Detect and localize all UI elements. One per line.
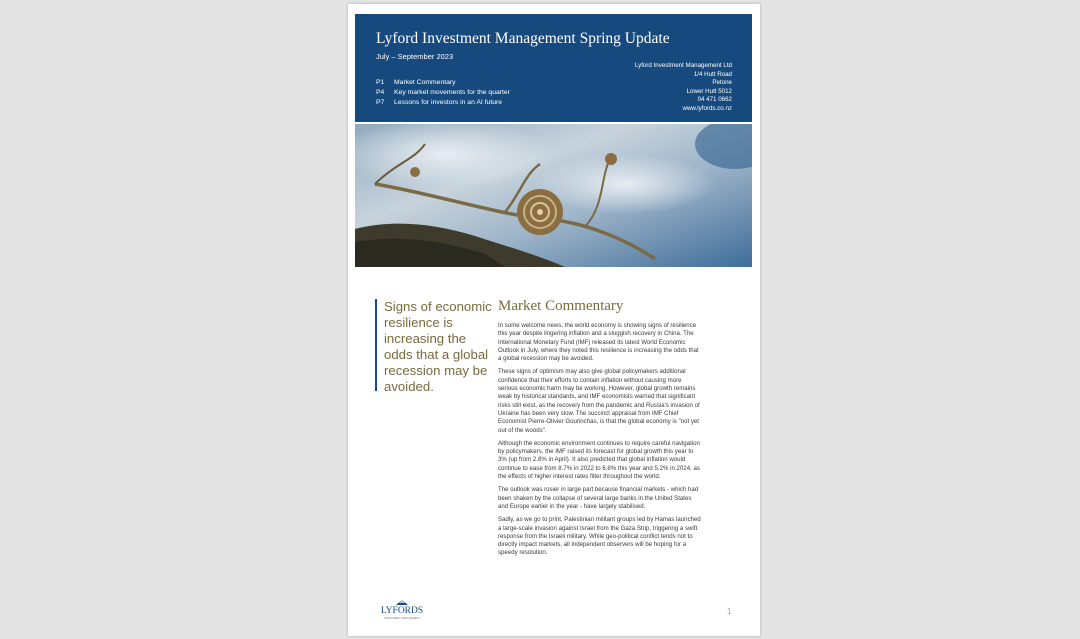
section-title: Market Commentary <box>498 298 624 314</box>
newsletter-period: July – September 2023 <box>376 52 454 61</box>
toc-page-number: P1 <box>376 79 385 86</box>
paragraph: These signs of optimism may also give global policymakers additional confidence that their efforts to contain inflation without causing more serious economic harm may be working. However, global growth remains weak by historical standards, and IMF economists warned that significant risks still exist, as the recovery from the pandemic and Russia's invasion of Ukraine has been very slow. The succinct appraisal from IMF Chief Economist Pierre-Olivier Gourinchas, is that the global economy is "not yet out of the woods". <box>498 368 700 434</box>
paragraph: In some welcome news, the world economy is showing signs of resilience this year despite lingering inflation and a sluggish recovery in China. The International Monetary Fund (IMF) released its latest World Economic Outlook in July, where they noted this resilience is increasing the odds that a global recession may be avoided. <box>498 322 699 363</box>
newsletter-title: Lyford Investment Management Spring Update <box>376 30 670 47</box>
page-number: 1 <box>727 607 732 616</box>
paragraph: Sadly, as we go to print, Palestinian militant groups led by Hamas launched a large-scale invasion against Israel from the Gaza Strip, triggering a swift response from the Israeli military. While geo-political conflict tends not to directly impact markets, all independent observers will be hoping for a speedy resolution. <box>498 516 701 557</box>
toc-label: Market Commentary <box>394 79 456 86</box>
toc-label: Lessons for investors in an AI future <box>394 99 503 106</box>
logo-tagline: INVESTMENT MANAGEMENT <box>384 617 420 620</box>
lyfords-logo <box>376 599 428 621</box>
toc-item[interactable] <box>376 98 510 108</box>
address-line: Lyford Investment Management Ltd <box>634 62 732 69</box>
toc-label: Key market movements for the quarter <box>394 89 510 96</box>
toc-item[interactable] <box>376 88 510 98</box>
fern-frond-photo <box>355 124 752 267</box>
phone-number: 04 471 0662 <box>697 96 732 103</box>
paragraph: The outlook was rosier in large part because financial markets - which had been shaken by the collapse of several large banks in the United States and Europe earlier in the year - have largely stabilised. <box>498 486 699 510</box>
header-banner <box>355 14 752 122</box>
company-address <box>635 62 732 113</box>
logo-wordmark: LYFORDS <box>380 606 424 616</box>
address-line: 1/4 Hutt Road <box>693 70 732 78</box>
toc-page-number: P7 <box>376 99 385 106</box>
pull-quote: Signs of economic resilience is increasing the odds that a global recession may be avoided. <box>375 299 492 391</box>
paragraph: Although the economic environment continues to require careful navigation by policymakers, the IMF raised its forecast for global growth this year to 3% (up from 2.8% in April). It also predicted that global inflation would continue to ease from 8.7% in 2022 to 6.8% this year and 5.2% in 2024, as the effects of higher interest rates filter throughout the world. <box>498 439 700 481</box>
address-line: Petone <box>712 79 732 86</box>
table-of-contents <box>376 78 510 108</box>
address-line: Lower Hutt 5012 <box>686 87 732 95</box>
document-page <box>348 4 760 636</box>
article-body <box>498 322 702 563</box>
toc-item[interactable] <box>376 78 510 88</box>
toc-page-number: P4 <box>376 89 385 96</box>
website-link[interactable]: www.lyfords.co.nz <box>682 104 732 112</box>
